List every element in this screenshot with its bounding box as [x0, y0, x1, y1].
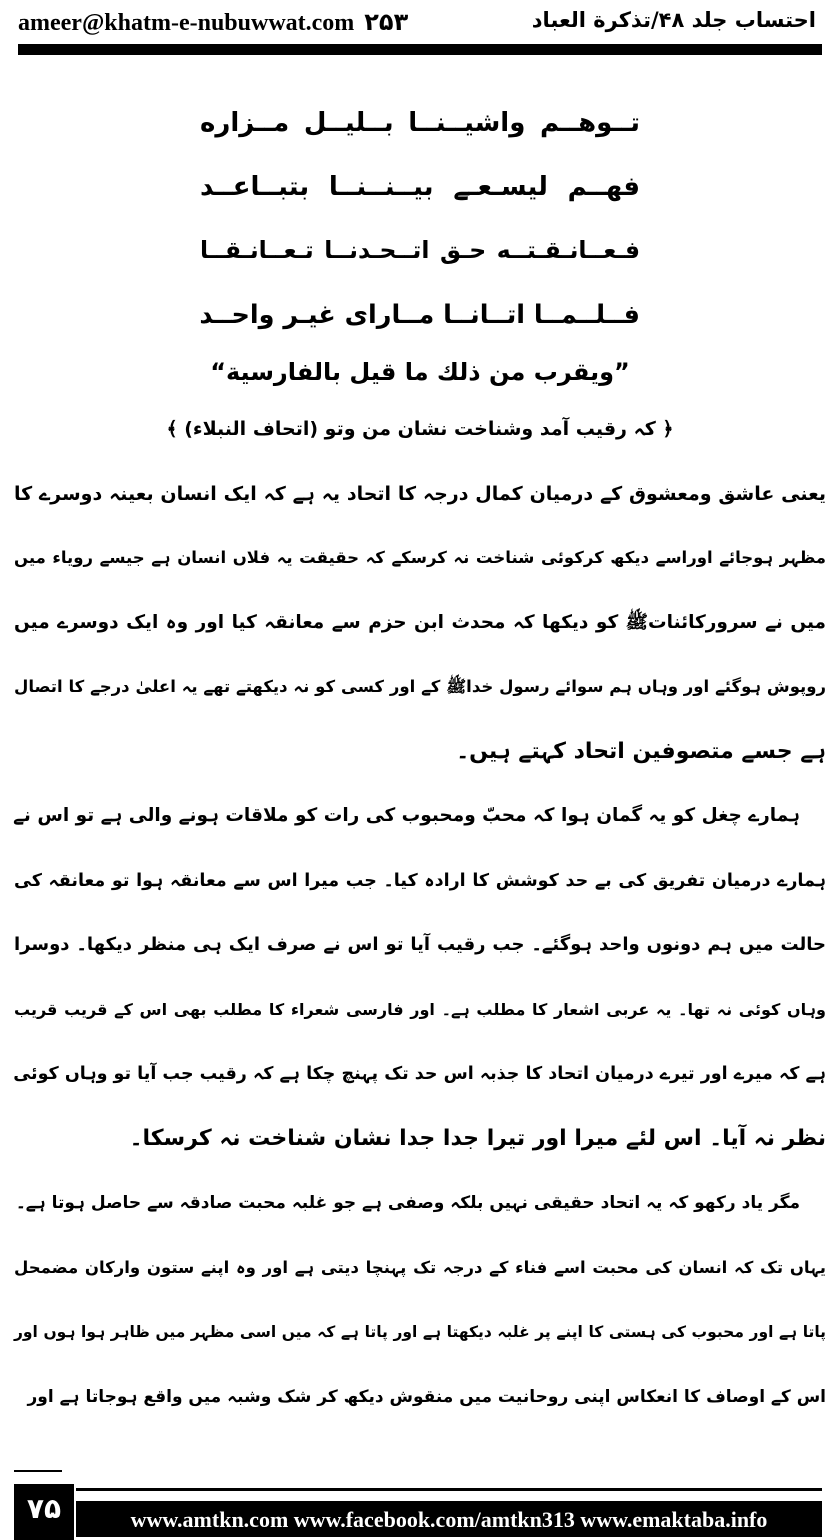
body-line: روپوش ہوگئے اور وہاں ہم سوائے رسول خداﷺ کے اور کسی کو نہ دیکھتے تھے یہ اعلیٰ درجے کا اتصال: [14, 677, 826, 696]
body-line: یہاں تک کہ انسان کی محبت اسے فناء کے درجہ تک پہنچا دیتی ہے اور وہ اپنے ستون وارکان مضمحل: [14, 1258, 826, 1277]
verse-line: فـعــانـقـتــه حـق اتــحـدنــا تـعــانـقــا: [200, 236, 640, 264]
body-line: میں نے سرورکائناتﷺ کو دیکھا کہ محدث ابن حزم سے معانقہ کیا اور وہ ایک دوسرے میں: [14, 612, 826, 633]
verse-line: فھــم لیسـعـے بیــنــنــا بتبــاعــد: [200, 172, 640, 202]
arabic-quote: ”ویقرب من ذلك ما قیل بالفارسیة“: [210, 358, 630, 386]
body-line: ہمارے درمیان تفریق کی بے حد کوشش کا ارادہ کیا۔ جب میرا اس سے معانقہ ہوا تو معانقہ کی: [14, 871, 826, 891]
body-line: یعنی عاشق ومعشوق کے درمیان کمال درجہ کا اتحاد یہ ہے کہ ایک انسان بعینہ دوسرے کا: [14, 483, 826, 505]
header-rule: [18, 44, 822, 55]
header-email: ameer@khatm-e-nubuwwat.com: [18, 10, 355, 36]
persian-verse: ﴿ کہ رقیب آمد وشناخت نشان من وتو (اتحاف النبلاء) ﴾: [166, 418, 674, 440]
body-line: ہمارے چغل کو یہ گمان ہوا کہ محبّ ومحبوب کی رات کو ملاقات ہونے والی ہے تو اس نے: [13, 805, 800, 826]
footer-double-rule: [76, 1488, 822, 1503]
body-line: مظہر ہوجائے اوراسے دیکھ کرکوئی شناخت نہ کرسکے کہ حقیقت یہ فلاں انسان ہے جیسے رویاء میں: [14, 548, 826, 567]
body-line: پاتا ہے اور محبوب کی ہستی کا اپنے پر غلبہ دیکھتا ہے اور پاتا ہے کہ میں اسی مظہر میں ظاہر ہوا ہوں اور: [14, 1323, 826, 1341]
verse-line: فــلــمــا اتــانــا مــارای غیـر واحــد: [199, 300, 640, 330]
body-line: اس کے اوصاف کا انعکاس اپنی روحانیت میں منقوش دیکھ کر شک وشبہ میں واقع ہوجاتا ہے اور: [27, 1387, 826, 1407]
body-line: مگر یاد رکھو کہ یہ اتحاد حقیقی نہیں بلکہ وصفی ہے جو غلبہ محبت صادقہ سے حاصل ہوتا ہے۔: [15, 1193, 800, 1213]
body-line: حالت میں ہم دونوں واحد ہوگئے۔ جب رقیب آیا تو اس نے صرف ایک ہی منظر دیکھا۔ دوسرا: [14, 934, 826, 955]
body-line: نظر نہ آیا۔ اس لئے میرا اور تیرا جدا جدا نشان شناخت نہ کرسکا۔: [129, 1126, 826, 1151]
body-line: ہے کہ میرے اور تیرے درمیان اتحاد کا جذبہ اس حد تک پہنچ چکا ہے کہ رقیب جب آیا تو وہاں کوئی: [13, 1064, 826, 1084]
running-title: احتساب جلد ۴۸/تذکرة العباد: [531, 8, 816, 32]
footnote-rule: [14, 1470, 62, 1472]
footer-links: www.amtkn.com www.facebook.com/amtkn313 www.emaktaba.info: [76, 1503, 822, 1537]
header-page-number: ۲۵۳: [364, 8, 409, 36]
body-line: وہاں کوئی نہ تھا۔ یہ عربی اشعار کا مطلب ہے۔ اور فارسی شعراء کا مطلب بھی اس کے قریب قریب: [14, 1000, 826, 1019]
verse-line: تــوھــم واشیــنــا بــلیــل مــزاره: [200, 108, 640, 138]
body-line: ہے جسے متصوفین اتحاد کہتے ہیں۔: [456, 739, 826, 764]
footer-page-number: ۷۵: [14, 1484, 74, 1540]
header-email-page: [18, 8, 408, 37]
